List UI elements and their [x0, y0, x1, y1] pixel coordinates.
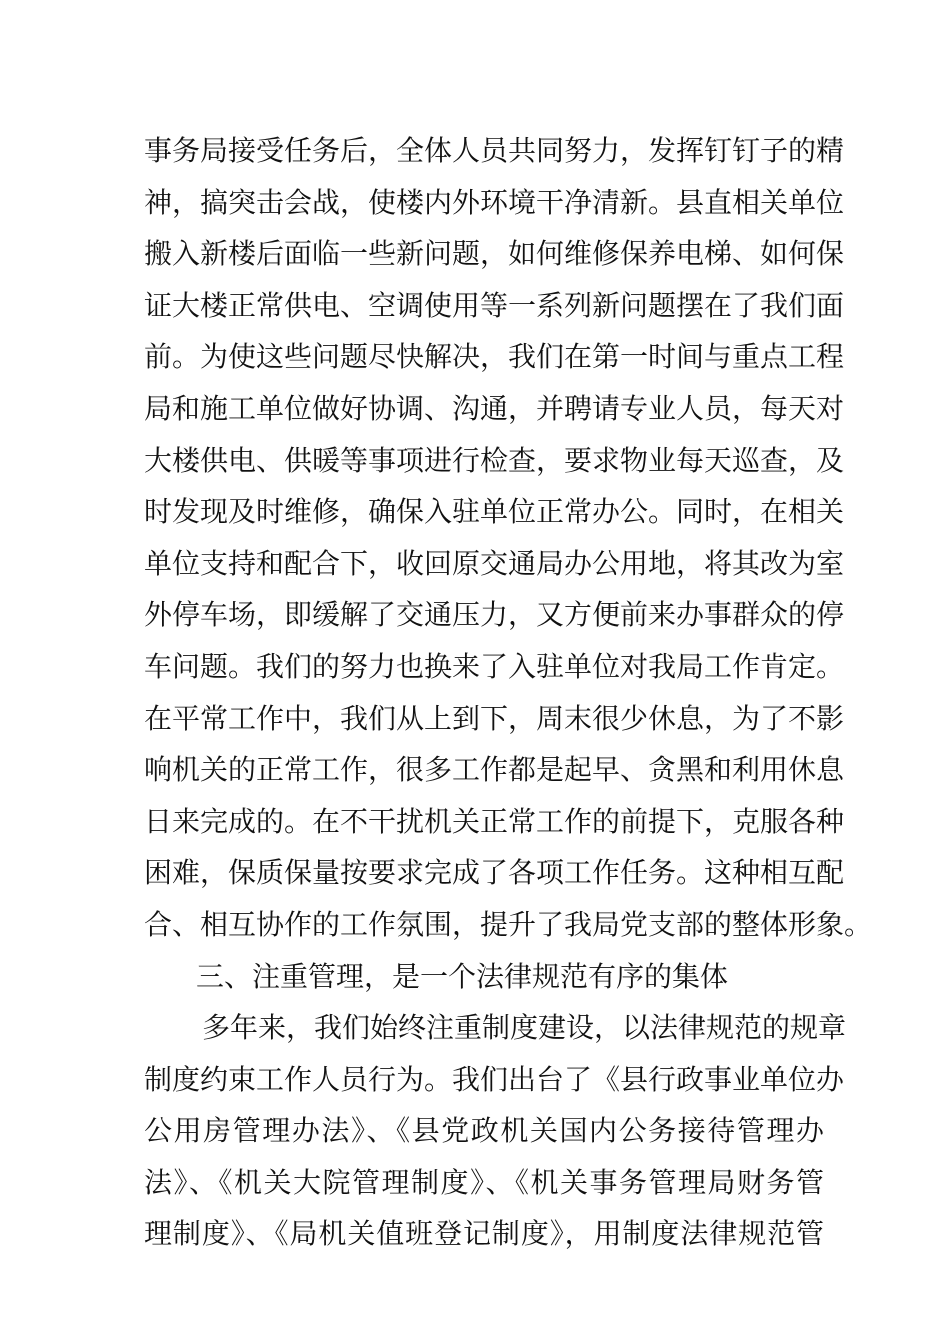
paragraph-line: 合、相互协作的工作氛围，提升了我局党支部的整体形象。: [144, 907, 873, 941]
paragraph-line: 响机关的正常工作，很多工作都是起早、贪黑和利用休息: [144, 753, 845, 787]
paragraph-line: 法》、《机关大院管理制度》、《机关事务管理局财务管: [144, 1165, 824, 1199]
paragraph-line: 日来完成的。在不干扰机关正常工作的前提下，克服各种: [144, 804, 845, 838]
paragraph-line: 制度约束工作人员行为。我们出台了《县行政事业单位办: [144, 1062, 845, 1096]
paragraph-line: 困难，保质保量按要求完成了各项工作任务。这种相互配: [144, 856, 845, 890]
paragraph-line: 理制度》、《局机关值班登记制度》，用制度法律规范管: [144, 1217, 824, 1251]
paragraph-line: 单位支持和配合下，收回原交通局办公用地，将其改为室: [144, 546, 845, 580]
document-body: [144, 125, 873, 1260]
paragraph-line: 时发现及时维修，确保入驻单位正常办公。同时，在相关: [144, 495, 845, 529]
paragraph-line: 车问题。我们的努力也换来了入驻单位对我局工作肯定。: [144, 649, 845, 683]
paragraph-line: 多年来，我们始终注重制度建设，以法律规范的规章: [202, 1011, 847, 1045]
paragraph-line: 神，搞突击会战，使楼内外环境干净清新。县直相关单位: [144, 185, 845, 219]
paragraph-line: 外停车场，即缓解了交通压力，又方便前来办事群众的停: [144, 598, 845, 632]
paragraph-line: 公用房管理办法》、《县党政机关国内公务接待管理办: [144, 1114, 824, 1148]
paragraph-line: 证大楼正常供电、空调使用等一系列新问题摆在了我们面: [144, 288, 845, 322]
section-heading: 三、注重管理，是一个法律规范有序的集体: [196, 959, 729, 993]
paragraph-line: 局和施工单位做好协调、沟通，并聘请专业人员，每天对: [144, 391, 845, 425]
paragraph-line: 大楼供电、供暖等事项进行检查，要求物业每天巡查，及: [144, 443, 845, 477]
paragraph-line: 前。为使这些问题尽快解决，我们在第一时间与重点工程: [144, 340, 845, 374]
paragraph-line: 事务局接受任务后，全体人员共同努力，发挥钉钉子的精: [144, 134, 845, 167]
paragraph-line: 搬入新楼后面临一些新问题，如何维修保养电梯、如何保: [144, 237, 845, 271]
paragraph-line: 在平常工作中，我们从上到下，周末很少休息，为了不影: [144, 701, 845, 735]
